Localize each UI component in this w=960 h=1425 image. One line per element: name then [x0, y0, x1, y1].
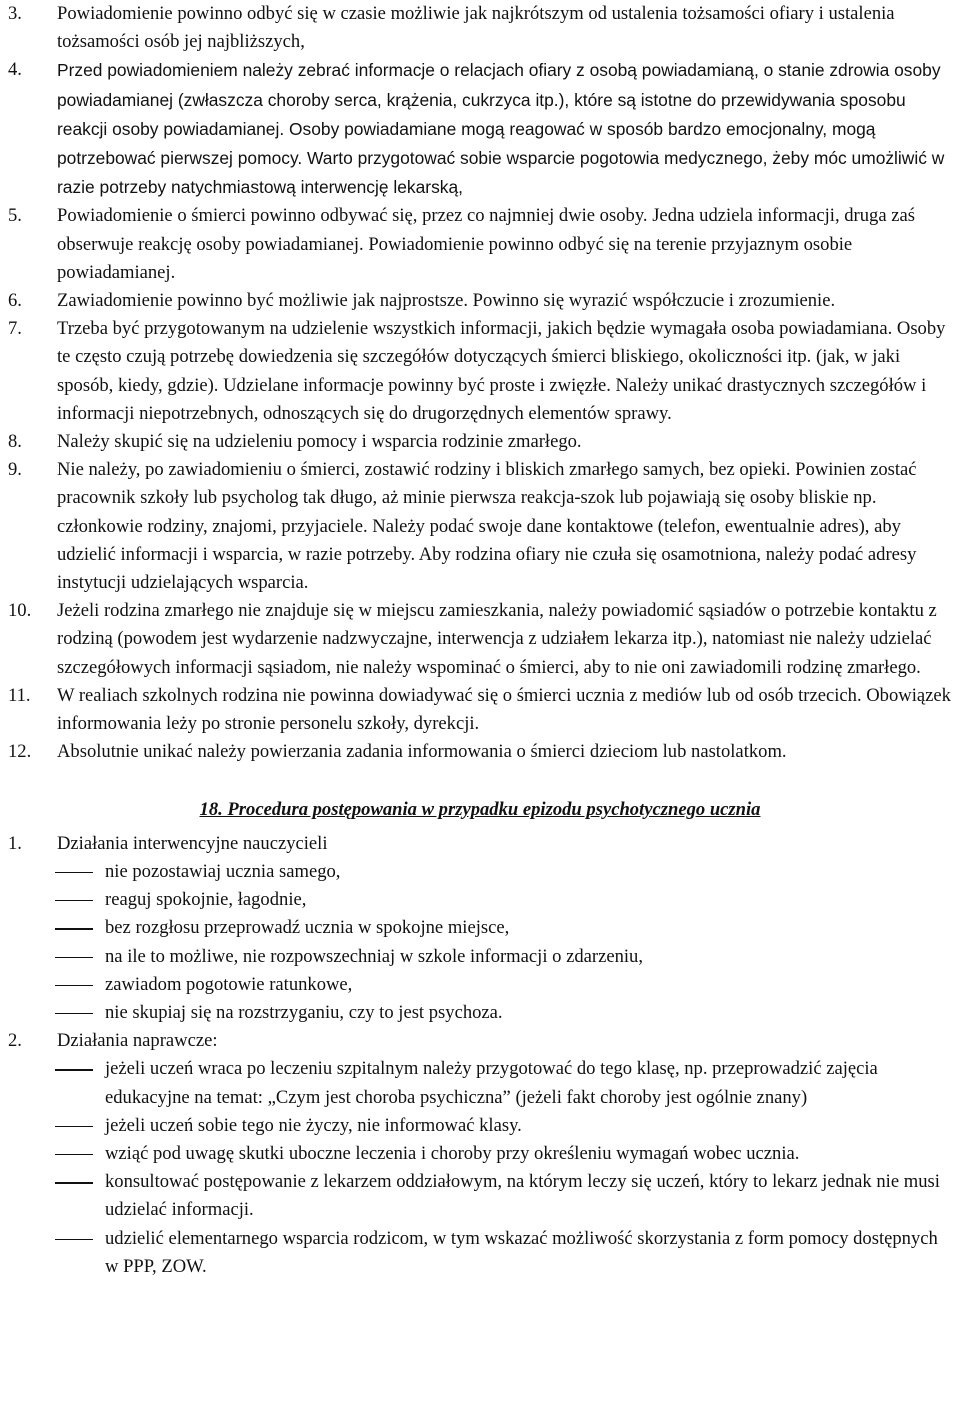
item-text: Należy skupić się na udzieleniu pomocy i wsparcia rodzinie zmarłego.	[57, 431, 582, 453]
item-number: 11.	[8, 684, 31, 706]
group-header	[8, 830, 952, 858]
list-item	[8, 56, 952, 202]
list-item	[8, 315, 952, 428]
item-text: Trzeba być przygotowanym na udzielenie wszystkich informacji, jakich będzie wymagała osoba powiadamiana. Osoby te często czują potrzebę dowiedzenia się szczegółów dotyczących śmierci bliskiego, okoliczności itp. (jak, w jaki sposób, kiedy, gdzie). Udzielane informacje powinny być proste i zwięzłe. Należy unikać drastycznych szczegółów i informacji niepotrzebnych, odnoszących się do drugorzędnych elementów sprawy.	[57, 318, 946, 424]
bullet-item	[8, 1112, 952, 1140]
bullet-text: wziąć pod uwagę skutki uboczne leczenia i choroby przy określeniu wymagań wobec ucznia.	[105, 1142, 800, 1164]
group-number: 1.	[8, 832, 22, 854]
dash-bullet-icon	[55, 1069, 93, 1070]
bullet-item	[8, 914, 952, 942]
bullet-item	[8, 858, 952, 886]
item-text: W realiach szkolnych rodzina nie powinna dowiadywać się o śmierci ucznia z mediów lub od osób trzecich. Obowiązek informowania leży po stronie personelu szkoły, dyrekcji.	[57, 684, 951, 735]
bullet-text: udzielić elementarnego wsparcia rodzicom, w tym wskazać możliwość skorzystania z form pomocy dostępnych w PPP, ZOW.	[105, 1227, 938, 1277]
bullet-item	[8, 999, 952, 1027]
item-number: 4.	[8, 59, 22, 81]
item-text: Zawiadomienie powinno być możliwie jak najprostsze. Powinno się wyrazić współczucie i zrozumienie.	[57, 290, 836, 312]
item-text: Nie należy, po zawiadomieniu o śmierci, zostawić rodziny i bliskich zmarłego samych, bez opieki. Powinien zostać pracownik szkoły lub psycholog tak długo, aż minie pierwsza reakcja-szok lub pojawiają się osoby bliskie np. członkowie rodziny, znajomi, przyjaciele. Należy podać swoje dane kontaktowe (telefon, ewentualnie adres), aby udzielić informacji i wsparcia, w razie potrzeby. Aby rodzina ofiary nie czuła się osamotniona, należy podać adresy instytucji udzielających wsparcia.	[57, 459, 917, 594]
bullet-text: reaguj spokojnie, łagodnie,	[105, 889, 307, 911]
procedure-group	[8, 1027, 952, 1281]
numbered-list	[8, 0, 952, 766]
bullet-text: zawiadom pogotowie ratunkowe,	[105, 973, 353, 995]
dash-bullet-icon	[55, 1126, 93, 1127]
list-item	[8, 597, 952, 682]
bullet-list	[8, 1055, 952, 1281]
item-number: 5.	[8, 205, 22, 227]
bullet-text: bez rozgłosu przeprowadź ucznia w spokojne miejsce,	[105, 917, 510, 939]
item-text: Absolutnie unikać należy powierzania zadania informowania o śmierci dzieciom lub nastolatkom.	[57, 741, 787, 763]
list-item	[8, 428, 952, 456]
dash-bullet-icon	[55, 900, 93, 901]
item-number: 7.	[8, 318, 22, 340]
item-text: Powiadomienie o śmierci powinno odbywać się, przez co najmniej dwie osoby. Jedna udziela informacji, druga zaś obserwuje reakcję osoby powiadamianej. Powiadomienie powinno odbyć się na terenie przyjaznym osobie powiadamianej.	[57, 205, 915, 283]
item-number: 12.	[8, 741, 32, 763]
group-number: 2.	[8, 1030, 22, 1052]
group-label: Działania interwencyjne nauczycieli	[57, 832, 328, 854]
dash-bullet-icon	[55, 1182, 93, 1183]
bullet-list	[8, 858, 952, 1027]
list-item	[8, 456, 952, 597]
list-item	[8, 202, 952, 287]
item-number: 8.	[8, 431, 22, 453]
bullet-text: nie pozostawiaj ucznia samego,	[105, 860, 341, 882]
procedure-group	[8, 830, 952, 1027]
group-header	[8, 1027, 952, 1055]
item-number: 9.	[8, 459, 22, 481]
bullet-item	[8, 1168, 952, 1224]
bullet-text: nie skupiaj się na rozstrzyganiu, czy to jest psychoza.	[105, 1001, 503, 1023]
bullet-item	[8, 971, 952, 999]
list-item	[8, 738, 952, 766]
bullet-text: jeżeli uczeń sobie tego nie życzy, nie informować klasy.	[105, 1114, 522, 1136]
bullet-item	[8, 1225, 952, 1281]
item-number: 3.	[8, 3, 22, 24]
item-number: 10.	[8, 600, 32, 622]
dash-bullet-icon	[55, 957, 93, 958]
dash-bullet-icon	[55, 872, 93, 873]
bullet-item	[8, 886, 952, 914]
item-text: Przed powiadomieniem należy zebrać informacje o relacjach ofiary z osobą powiadamianą, o stanie zdrowia osoby powiadamianej (zwłaszcza choroby serca, krążenia, cukrzyca itp.), które są istotne do przewidywania sposobu reakcji osoby powiadamianej. Osoby powiadamiane mogą reagować w sposób bardzo emocjonalny, mogą potrzebować pierwszej pomocy. Warto przygotować sobie wsparcie pogotowia medycznego, żeby móc umożliwić w razie potrzeby natychmiastową interwencję lekarską,	[57, 60, 945, 198]
section-heading: 18. Procedura postępowania w przypadku epizodu psychotycznego ucznia	[199, 799, 761, 821]
bullet-item	[8, 1140, 952, 1168]
bullet-text: jeżeli uczeń wraca po leczeniu szpitalnym należy przygotować do tego klasę, np. przeprowadzić zajęcia edukacyjne na temat: „Czym jest choroba psychiczna” (jeżeli fakt choroby jest ogólnie znany)	[105, 1058, 878, 1108]
item-number: 6.	[8, 290, 22, 312]
item-text: Jeżeli rodzina zmarłego nie znajduje się w miejscu zamieszkania, należy powiadomić sąsiadów o potrzebie kontaktu z rodziną (powodem jest wydarzenie nadzwyczajne, interwencja z udziałem lekarza itp.), natomiast nie należy udzielać szczegółowych informacji sąsiadom, nie należy wspominać o śmierci, aby to nie oni zawiadomili rodzinę zmarłego.	[57, 600, 937, 678]
bullet-item	[8, 1055, 952, 1111]
group-label: Działania naprawcze:	[57, 1030, 218, 1052]
dash-bullet-icon	[55, 928, 93, 929]
dash-bullet-icon	[55, 985, 93, 986]
bullet-text: konsultować postępowanie z lekarzem oddziałowym, na którym leczy się uczeń, który to lekarz jednak nie musi udzielać informacji.	[105, 1171, 940, 1221]
dash-bullet-icon	[55, 1154, 93, 1155]
list-item	[8, 682, 952, 738]
list-item	[8, 0, 952, 56]
dash-bullet-icon	[55, 1013, 93, 1014]
list-item	[8, 287, 952, 315]
bullet-text: na ile to możliwe, nie rozpowszechniaj w szkole informacji o zdarzeniu,	[105, 945, 643, 967]
bullet-item	[8, 943, 952, 971]
dash-bullet-icon	[55, 1239, 93, 1240]
item-text: Powiadomienie powinno odbyć się w czasie możliwie jak najkrótszym od ustalenia tożsamości ofiary i ustalenia tożsamości osób jej najbliższych,	[57, 3, 895, 53]
